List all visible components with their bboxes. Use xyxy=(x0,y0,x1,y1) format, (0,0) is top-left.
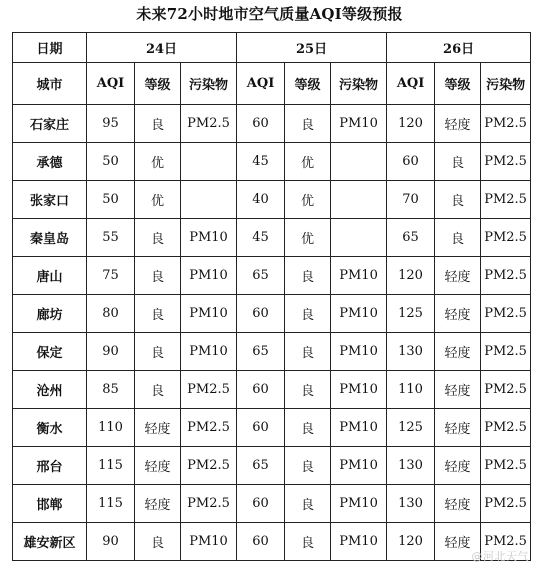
level-cell: 优 xyxy=(285,219,331,257)
aqi-cell: 55 xyxy=(87,219,135,257)
column-header-aqi: AQI xyxy=(387,63,435,105)
pollutant-cell: PM2.5 xyxy=(181,105,237,143)
aqi-cell: 65 xyxy=(237,333,285,371)
pollutant-cell: PM10 xyxy=(331,257,387,295)
pollutant-cell: PM2.5 xyxy=(481,447,531,485)
level-cell: 良 xyxy=(435,181,481,219)
level-cell: 轻度 xyxy=(135,485,181,523)
aqi-cell: 45 xyxy=(237,219,285,257)
aqi-cell: 130 xyxy=(387,485,435,523)
level-cell: 良 xyxy=(285,105,331,143)
level-cell: 轻度 xyxy=(135,447,181,485)
aqi-cell: 130 xyxy=(387,333,435,371)
level-cell: 良 xyxy=(285,523,331,561)
aqi-cell: 65 xyxy=(237,447,285,485)
pollutant-cell: PM10 xyxy=(331,409,387,447)
city-cell: 唐山 xyxy=(13,257,87,295)
pollutant-cell: PM2.5 xyxy=(481,409,531,447)
pollutant-cell xyxy=(181,181,237,219)
level-cell: 良 xyxy=(285,447,331,485)
aqi-cell: 50 xyxy=(87,181,135,219)
level-cell: 良 xyxy=(135,333,181,371)
level-cell: 良 xyxy=(435,143,481,181)
pollutant-cell: PM10 xyxy=(181,333,237,371)
level-cell: 轻度 xyxy=(135,409,181,447)
column-header-pollutant: 污染物 xyxy=(331,63,387,105)
level-cell: 良 xyxy=(135,523,181,561)
pollutant-cell: PM2.5 xyxy=(481,485,531,523)
pollutant-cell: PM2.5 xyxy=(481,181,531,219)
day-header: 24日 xyxy=(87,33,237,63)
day-header: 25日 xyxy=(237,33,387,63)
day-header: 26日 xyxy=(387,33,531,63)
level-cell: 良 xyxy=(285,409,331,447)
pollutant-cell: PM2.5 xyxy=(481,371,531,409)
city-cell: 承德 xyxy=(13,143,87,181)
pollutant-cell: PM2.5 xyxy=(481,257,531,295)
aqi-cell: 60 xyxy=(237,485,285,523)
aqi-cell: 120 xyxy=(387,257,435,295)
column-header-level: 等级 xyxy=(135,63,181,105)
level-cell: 轻度 xyxy=(435,105,481,143)
pollutant-cell: PM2.5 xyxy=(181,371,237,409)
watermark: @河北天气 xyxy=(471,550,529,563)
level-cell: 优 xyxy=(285,181,331,219)
column-header-pollutant: 污染物 xyxy=(481,63,531,105)
city-cell: 廊坊 xyxy=(13,295,87,333)
pollutant-cell: PM10 xyxy=(181,523,237,561)
table-row xyxy=(13,181,531,219)
column-header-pollutant: 污染物 xyxy=(181,63,237,105)
table-row xyxy=(13,409,531,447)
aqi-cell: 65 xyxy=(387,219,435,257)
aqi-cell: 75 xyxy=(87,257,135,295)
pollutant-cell: PM2.5 xyxy=(481,143,531,181)
city-cell: 张家口 xyxy=(13,181,87,219)
aqi-cell: 125 xyxy=(387,295,435,333)
table-row xyxy=(13,143,531,181)
level-cell: 良 xyxy=(285,333,331,371)
level-cell: 轻度 xyxy=(435,523,481,561)
pollutant-cell: PM2.5 xyxy=(481,523,531,561)
city-cell: 雄安新区 xyxy=(13,523,87,561)
aqi-forecast-table xyxy=(12,32,531,561)
level-cell: 良 xyxy=(135,295,181,333)
level-cell: 优 xyxy=(285,143,331,181)
pollutant-cell: PM10 xyxy=(331,333,387,371)
aqi-cell: 90 xyxy=(87,523,135,561)
aqi-cell: 110 xyxy=(387,371,435,409)
table-row xyxy=(13,523,531,561)
level-cell: 轻度 xyxy=(435,257,481,295)
aqi-cell: 45 xyxy=(237,143,285,181)
aqi-cell: 115 xyxy=(87,447,135,485)
city-cell: 邢台 xyxy=(13,447,87,485)
pollutant-cell: PM10 xyxy=(331,447,387,485)
column-header-level: 等级 xyxy=(285,63,331,105)
aqi-cell: 95 xyxy=(87,105,135,143)
city-cell: 衡水 xyxy=(13,409,87,447)
level-cell: 轻度 xyxy=(435,333,481,371)
pollutant-cell: PM10 xyxy=(331,485,387,523)
pollutant-cell xyxy=(181,143,237,181)
pollutant-cell: PM2.5 xyxy=(181,447,237,485)
pollutant-cell: PM10 xyxy=(331,295,387,333)
pollutant-cell: PM10 xyxy=(331,371,387,409)
aqi-cell: 85 xyxy=(87,371,135,409)
aqi-cell: 115 xyxy=(87,485,135,523)
pollutant-cell xyxy=(331,219,387,257)
level-cell: 良 xyxy=(135,105,181,143)
level-cell: 轻度 xyxy=(435,409,481,447)
city-cell: 秦皇岛 xyxy=(13,219,87,257)
pollutant-cell: PM2.5 xyxy=(481,295,531,333)
level-cell: 轻度 xyxy=(435,485,481,523)
pollutant-cell: PM10 xyxy=(331,105,387,143)
level-cell: 良 xyxy=(285,257,331,295)
level-cell: 良 xyxy=(135,257,181,295)
pollutant-cell: PM2.5 xyxy=(181,409,237,447)
level-cell: 良 xyxy=(135,219,181,257)
pollutant-cell xyxy=(331,143,387,181)
pollutant-cell: PM10 xyxy=(181,295,237,333)
city-cell: 保定 xyxy=(13,333,87,371)
aqi-cell: 40 xyxy=(237,181,285,219)
aqi-cell: 110 xyxy=(87,409,135,447)
pollutant-cell: PM10 xyxy=(181,219,237,257)
aqi-cell: 70 xyxy=(387,181,435,219)
table-row xyxy=(13,295,531,333)
pollutant-cell: PM10 xyxy=(331,523,387,561)
column-header-row xyxy=(13,63,531,105)
level-cell: 良 xyxy=(285,485,331,523)
city-cell: 沧州 xyxy=(13,371,87,409)
aqi-cell: 60 xyxy=(237,295,285,333)
aqi-cell: 125 xyxy=(387,409,435,447)
aqi-cell: 60 xyxy=(237,409,285,447)
level-cell: 轻度 xyxy=(435,447,481,485)
level-cell: 良 xyxy=(135,371,181,409)
aqi-cell: 90 xyxy=(87,333,135,371)
aqi-cell: 60 xyxy=(237,371,285,409)
aqi-cell: 80 xyxy=(87,295,135,333)
level-cell: 良 xyxy=(285,295,331,333)
pollutant-cell: PM2.5 xyxy=(481,219,531,257)
page-title: 未来72小时地市空气质量AQI等级预报 xyxy=(136,5,403,23)
aqi-cell: 120 xyxy=(387,523,435,561)
city-cell: 邯郸 xyxy=(13,485,87,523)
table-row xyxy=(13,105,531,143)
pollutant-cell: PM2.5 xyxy=(181,485,237,523)
date-label: 日期 xyxy=(13,33,87,63)
table-row xyxy=(13,257,531,295)
city-cell: 石家庄 xyxy=(13,105,87,143)
table-row xyxy=(13,371,531,409)
pollutant-cell: PM2.5 xyxy=(481,105,531,143)
pollutant-cell: PM2.5 xyxy=(481,333,531,371)
level-cell: 轻度 xyxy=(435,295,481,333)
pollutant-cell: PM10 xyxy=(181,257,237,295)
level-cell: 良 xyxy=(435,219,481,257)
aqi-cell: 50 xyxy=(87,143,135,181)
column-header-aqi: AQI xyxy=(87,63,135,105)
city-label: 城市 xyxy=(13,63,87,105)
aqi-cell: 65 xyxy=(237,257,285,295)
pollutant-cell xyxy=(331,181,387,219)
aqi-cell: 60 xyxy=(387,143,435,181)
level-cell: 良 xyxy=(285,371,331,409)
table-row xyxy=(13,333,531,371)
aqi-cell: 130 xyxy=(387,447,435,485)
level-cell: 优 xyxy=(135,181,181,219)
table-row xyxy=(13,447,531,485)
date-header-row xyxy=(13,33,531,63)
column-header-level: 等级 xyxy=(435,63,481,105)
aqi-cell: 60 xyxy=(237,523,285,561)
level-cell: 优 xyxy=(135,143,181,181)
table-row xyxy=(13,219,531,257)
aqi-cell: 60 xyxy=(237,105,285,143)
aqi-cell: 120 xyxy=(387,105,435,143)
level-cell: 轻度 xyxy=(435,371,481,409)
table-row xyxy=(13,485,531,523)
column-header-aqi: AQI xyxy=(237,63,285,105)
